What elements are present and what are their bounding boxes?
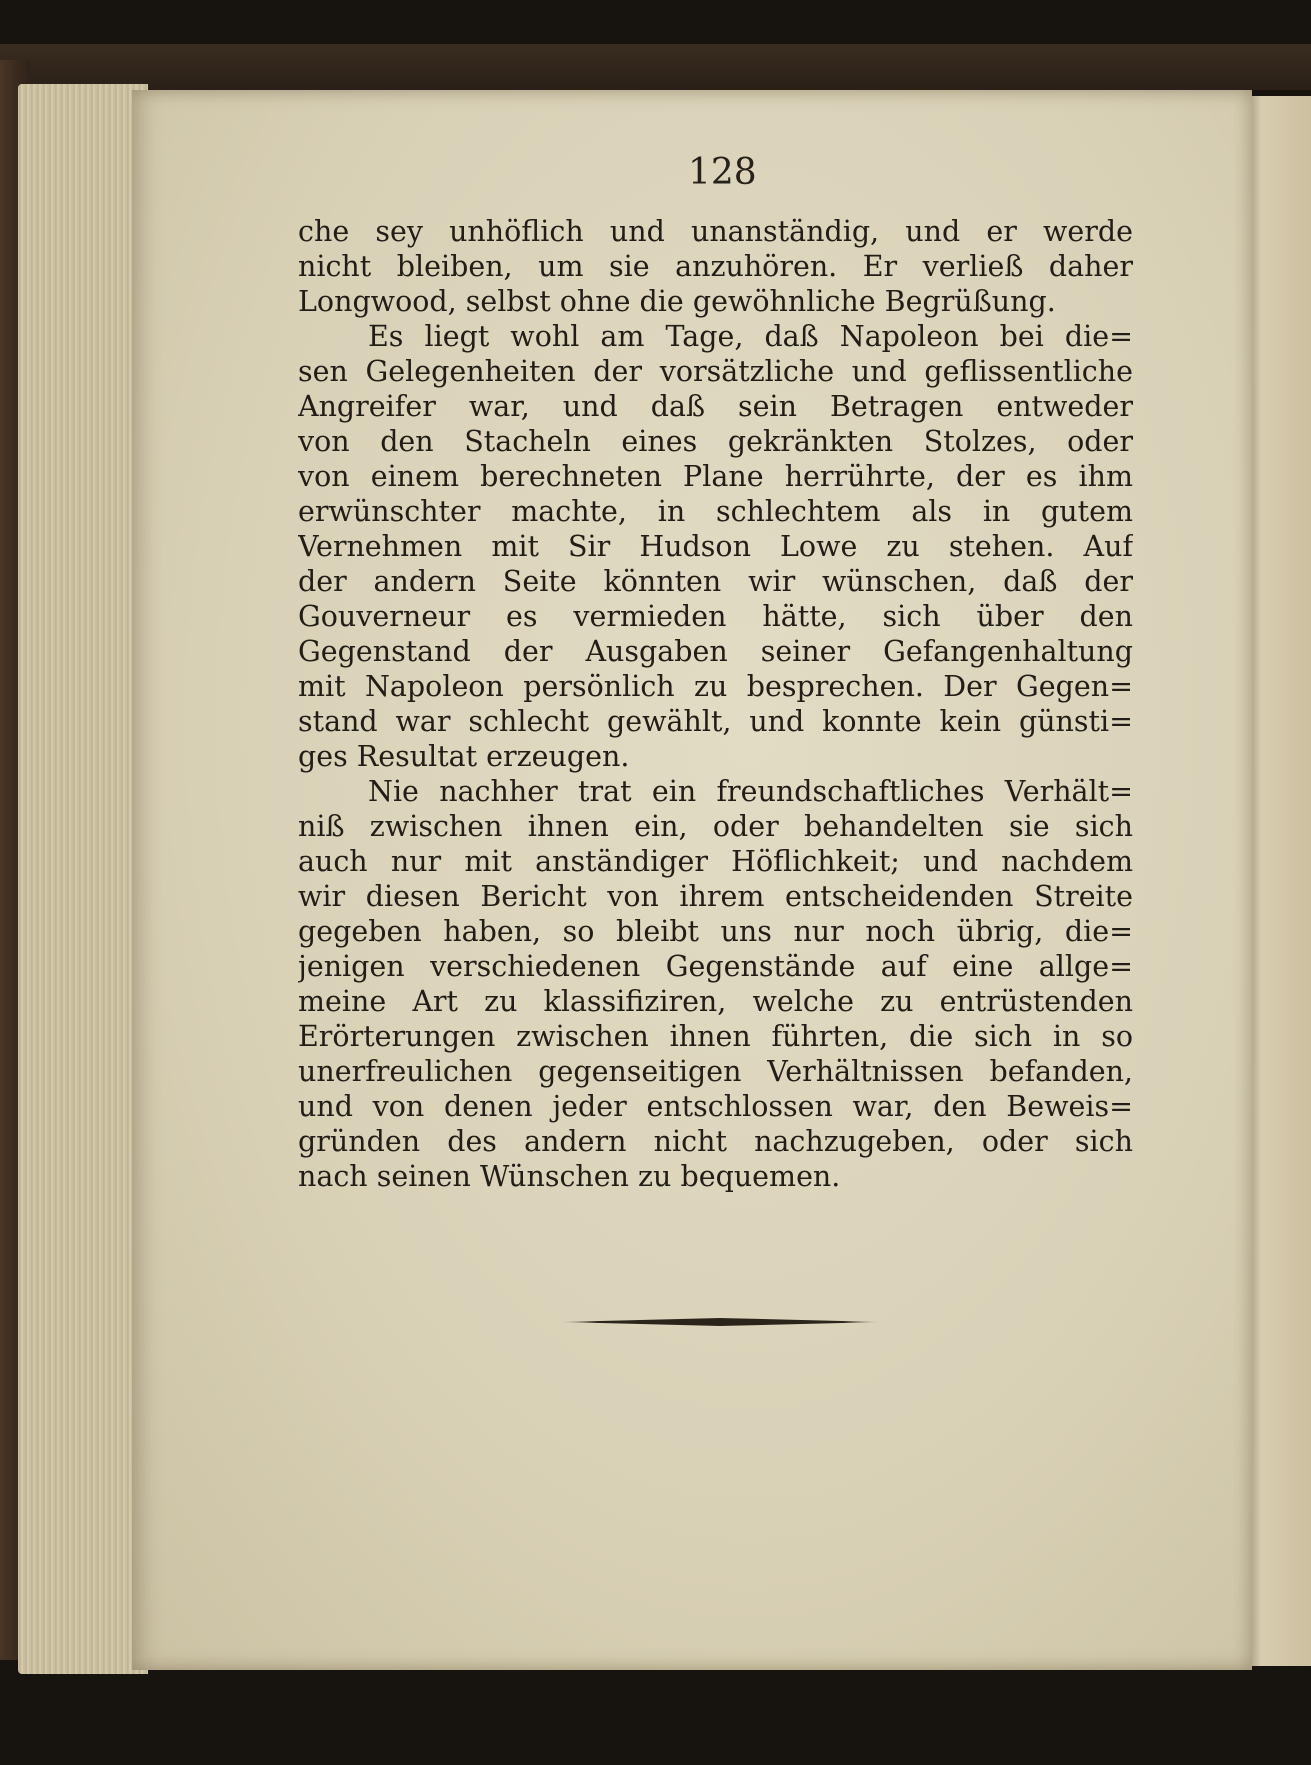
- text-line: Erörterungen zwischen ihnen führten, die sich in so: [298, 1020, 1133, 1053]
- text-line: und von denen jeder entschlossen war, den Beweis=: [298, 1090, 1133, 1123]
- body-text: [298, 214, 1133, 1194]
- text-line: wir diesen Bericht von ihrem entscheidenden Streite: [298, 880, 1133, 913]
- text-line: erwünschter machte, in schlechtem als in gutem: [298, 495, 1133, 528]
- text-line: Nie nachher trat ein freundschaftliches Verhält=: [368, 775, 1133, 808]
- text-line: auch nur mit anständiger Höflichkeit; und nachdem: [298, 845, 1133, 878]
- text-line: meine Art zu klassifiziren, welche zu entrüstenden: [298, 985, 1133, 1018]
- text-line: jenigen verschiedenen Gegenstände auf eine allge=: [298, 950, 1133, 983]
- text-line: gegeben haben, so bleibt uns nur noch übrig, die=: [298, 915, 1133, 948]
- text-line: Vernehmen mit Sir Hudson Lowe zu stehen. Auf: [298, 530, 1133, 563]
- text-line: der andern Seite könnten wir wünschen, daß der: [298, 565, 1133, 598]
- text-line: sen Gelegenheiten der vorsätzliche und geflissentliche: [298, 355, 1133, 388]
- text-line: mit Napoleon persönlich zu besprechen. Der Gegen=: [298, 670, 1133, 703]
- text-line: ges Resultat erzeugen.: [298, 740, 630, 773]
- text-line: stand war schlecht gewählt, und konnte kein günsti=: [298, 705, 1133, 738]
- text-line: von den Stacheln eines gekränkten Stolzes, oder: [298, 425, 1133, 458]
- text-line: Longwood, selbst ohne die gewöhnliche Begrüßung.: [298, 285, 1056, 318]
- page-edges: [18, 84, 148, 1674]
- text-line: Gouverneur es vermieden hätte, sich über den: [298, 600, 1133, 633]
- page-number: 128: [688, 152, 757, 193]
- text-line: Angreifer war, und daß sein Betragen entweder: [298, 390, 1133, 423]
- text-line: gründen des andern nicht nachzugeben, oder sich: [298, 1125, 1133, 1158]
- text-line: Es liegt wohl am Tage, daß Napoleon bei die=: [368, 320, 1133, 353]
- text-line: nicht bleiben, um sie anzuhören. Er verließ daher: [298, 250, 1133, 283]
- text-line: nach seinen Wünschen zu bequemen.: [298, 1160, 841, 1193]
- text-line: unerfreulichen gegenseitigen Verhältnissen befanden,: [298, 1055, 1133, 1088]
- text-line: che sey unhöflich und unanständig, und er werde: [298, 215, 1133, 248]
- text-line: Gegenstand der Ausgaben seiner Gefangenhaltung: [298, 635, 1133, 668]
- text-line: niß zwischen ihnen ein, oder behandelten sie sich: [298, 810, 1133, 843]
- book-cover-top: [0, 44, 1311, 90]
- text-line: von einem berechneten Plane herrührte, der es ihm: [298, 460, 1133, 493]
